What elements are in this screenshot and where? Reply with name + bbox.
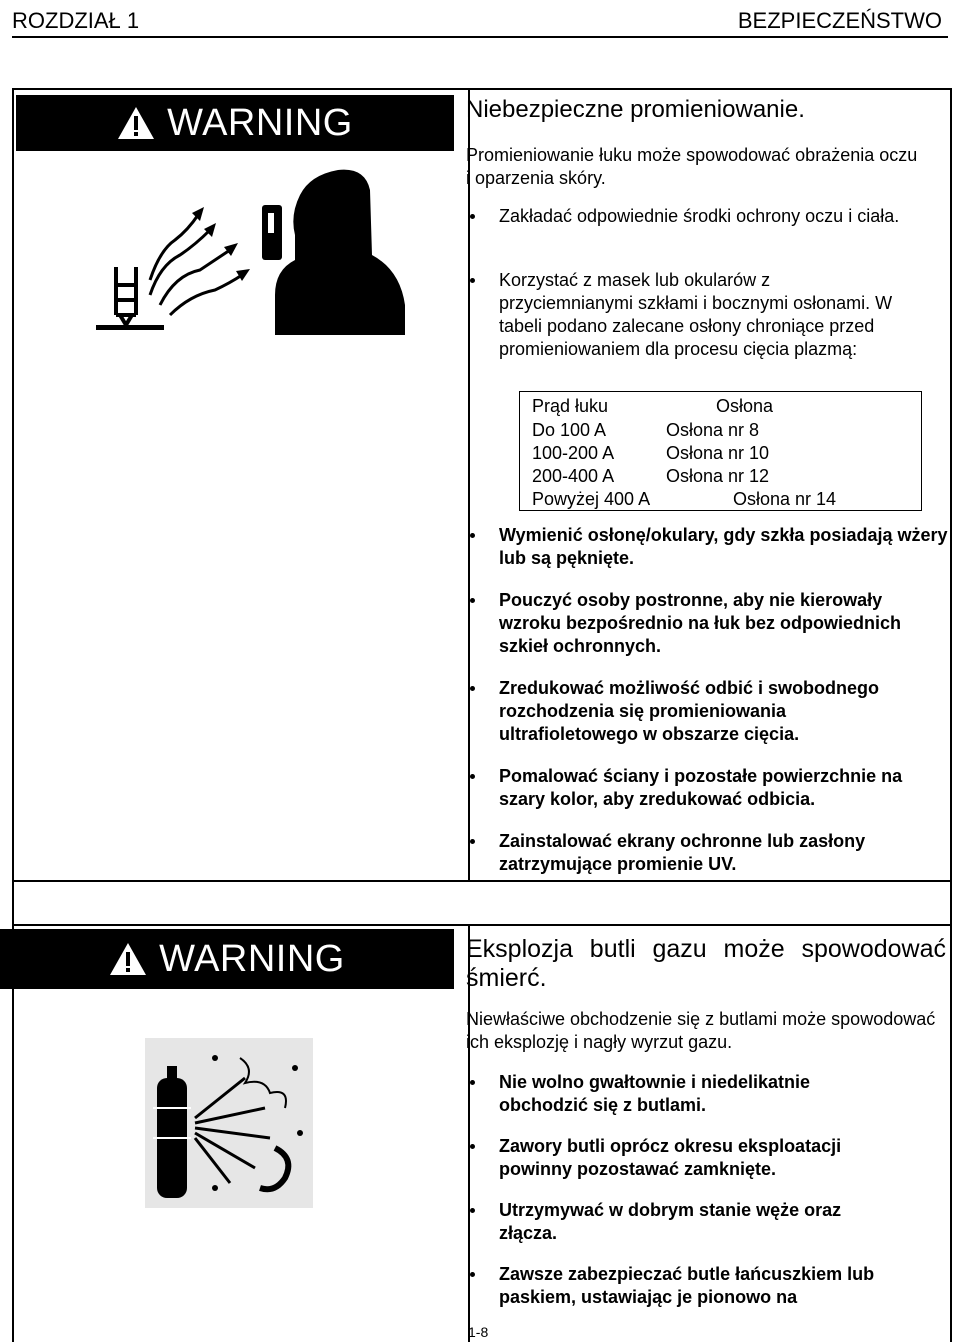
cylinder-bullets	[466, 1071, 926, 1309]
radiation-intro: Promieniowanie łuku może spowodować obrażenia oczu i oparzenia skóry.	[466, 145, 918, 188]
warning-label: WARNING	[159, 937, 345, 980]
warning-triangle-icon	[109, 942, 147, 976]
radiation-bullets-bold	[466, 524, 951, 876]
table-cell: Do 100 A	[532, 420, 607, 440]
list-item: Zredukować możliwość odbić i swobodnego rozchodzenia się promieniowania ultrafioletowego w obszarze cięcia.	[466, 677, 919, 746]
warning-banner-radiation	[16, 95, 454, 151]
table-cell: 100-200 A	[532, 443, 615, 463]
table-cell: Osłona nr 8	[666, 420, 760, 440]
radiation-bullets	[466, 205, 936, 228]
list-item: Zawsze zabezpieczać butle łańcuszkiem lub paskiem, ustawiając je pionowo na	[466, 1263, 939, 1309]
torch-icon	[116, 267, 136, 325]
list-item: Zawory butli oprócz okresu eksploatacji powinny pozostawać zamknięte.	[466, 1135, 899, 1181]
chapter-label: ROZDZIAŁ 1	[12, 8, 140, 33]
cylinder-intro: Niewłaściwe obchodzenie się z butlami może spowodować ich eksplozję i nagły wyrzut gazu.	[466, 1009, 936, 1052]
list-item: Wymienić osłonę/okulary, gdy szkła posiadają wżery lub są pęknięte.	[466, 524, 951, 570]
page-header	[12, 2, 948, 38]
warning-triangle-icon	[117, 106, 155, 140]
section-divider-2	[14, 924, 950, 926]
section-title: BEZPIECZEŃSTWO	[737, 8, 942, 33]
radiation-text-column	[466, 96, 946, 124]
table-header-current: Prąd łuku	[532, 396, 609, 416]
table-header-shade: Osłona	[716, 396, 774, 416]
list-item: Korzystać z masek lub okularów z przyciemnianymi szkłami i bocznymi osłonami. W tabeli podano zalecane osłony chroniące przed promieniowaniem dla procesu cięcia plazmą:	[466, 269, 906, 361]
table-cell: 200-400 A	[532, 466, 615, 486]
page-number: 1-8	[468, 1324, 489, 1340]
warning-label: WARNING	[167, 101, 353, 144]
radiation-bullets-2	[466, 269, 906, 361]
list-item: Zainstalować ekrany ochronne lub zasłony zatrzymujące promienie UV.	[466, 830, 939, 876]
list-item: Pomalować ściany i pozostałe powierzchnie na szary kolor, aby zredukować odbicia.	[466, 765, 929, 811]
table-cell: Powyżej 400 A	[532, 489, 651, 509]
list-item: Pouczyć osoby postronne, aby nie kierowały wzroku bezpośrednio na łuk bez odpowiednich szkieł ochronnych.	[466, 589, 939, 658]
welder-silhouette-icon	[262, 170, 405, 335]
list-item: Zakładać odpowiednie środki ochrony oczu i ciała.	[466, 205, 936, 228]
table-cell: Osłona nr 14	[733, 489, 837, 509]
cylinder-explosion-illustration	[145, 1038, 313, 1208]
radiation-title: Niebezpieczne promieniowanie.	[466, 96, 805, 123]
section-divider-1	[14, 880, 950, 882]
cylinder-title: Eksplozja butli gazu może spowodować śmierć.	[466, 935, 946, 992]
table-cell: Osłona nr 10	[666, 443, 770, 463]
shade-table	[519, 391, 922, 511]
list-item: Utrzymywać w dobrym stanie węże oraz złącza.	[466, 1199, 899, 1245]
arc-radiation-illustration	[90, 155, 420, 345]
radiation-rays-icon	[150, 215, 242, 315]
warning-banner-cylinder	[0, 929, 454, 989]
list-item: Nie wolno gwałtownie i niedelikatnie obchodzić się z butlami.	[466, 1071, 859, 1117]
table-cell: Osłona nr 12	[666, 466, 770, 486]
